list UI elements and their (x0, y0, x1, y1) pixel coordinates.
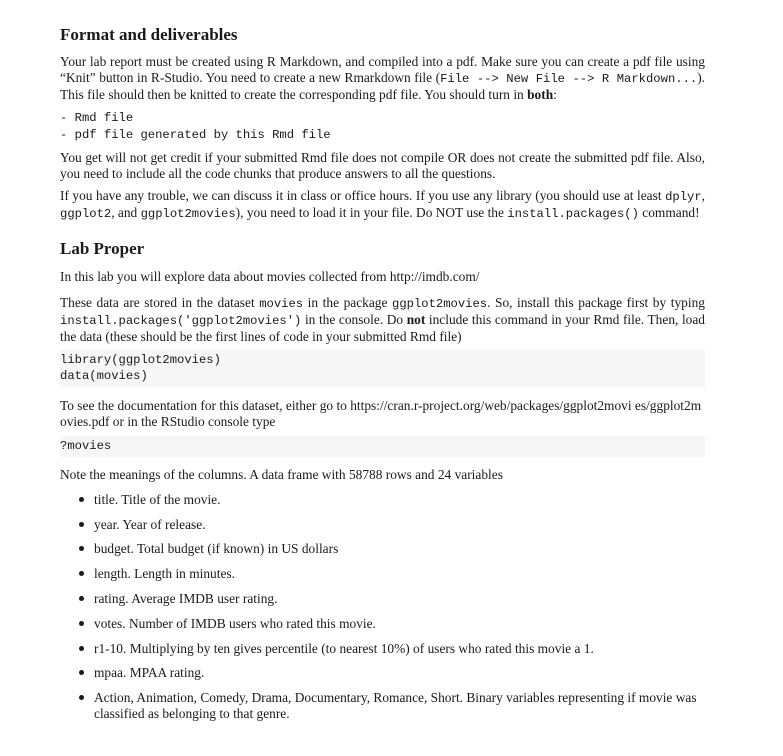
list-item-text: length. Length in minutes. (94, 566, 235, 582)
list-item (60, 591, 705, 607)
code-ggplot2: ggplot2 (60, 207, 112, 222)
library-paragraph (60, 188, 705, 222)
code-install-packages: install.packages() (507, 207, 639, 222)
list-item-text: budget. Total budget (if known) in US dollars (94, 541, 339, 557)
list-item (60, 641, 705, 657)
list-item-text: votes. Number of IMDB users who rated this movie. (94, 615, 376, 631)
bullet-icon (79, 621, 84, 626)
list-item-text: title. Title of the movie. (94, 491, 221, 507)
code-ggplot2movies: ggplot2movies (392, 296, 488, 311)
list-item-text: Action, Animation, Comedy, Drama, Documentary, Romance, Short. Binary variables representing if movie was classified as belonging to that genre. (94, 690, 697, 722)
list-item-text: r1-10. Multiplying by ten gives percentile (to nearest 10%) of users who rated this movie a 1. (94, 640, 594, 656)
heading-format-deliverables: Format and deliverables (60, 25, 238, 44)
text-span: . So, install this package first by typing (487, 294, 705, 310)
bullet-icon (79, 695, 84, 700)
columns-intro-paragraph: Note the meanings of the columns. A data frame with 58788 rows and 24 variables (60, 466, 503, 482)
credit-paragraph: You get will not get credit if your submitted Rmd file does not compile OR does not create the submitted pdf file. Also, you need to include all the code chunks that produce answers to all the questions. (60, 149, 705, 181)
deliverable-item: - pdf file generated by this Rmd file (60, 127, 331, 142)
heading-lab-proper: Lab Proper (60, 239, 145, 259)
bullet-icon (79, 497, 84, 502)
intro-paragraph (60, 54, 705, 104)
text-span: These data are stored in the dataset (60, 294, 260, 310)
list-item-text: year. Year of release. (94, 516, 206, 532)
bold-both: both (527, 87, 554, 103)
documentation-paragraph: To see the documentation for this dataset, either go to https://cran.r-project.org/web/packages/ggplot2movi es/ggplot2movies.pdf or in the RStudio console type (60, 398, 702, 430)
bullet-icon (79, 522, 84, 527)
text-span: , and (111, 205, 141, 221)
bullet-icon (79, 670, 84, 675)
text-span: : (553, 87, 557, 103)
deliverable-item: - Rmd file (60, 110, 134, 125)
list-item (60, 517, 705, 533)
bullet-icon (79, 546, 84, 551)
text-span: in the package (303, 294, 393, 310)
code-block-help: ?movies (60, 436, 705, 457)
text-span: Your lab report must be created using R Markdown, and compiled into a pdf. Make sure you can create a pdf file using “Knit” button in R-Studio. You need to create a new Rmarkdown file ( (60, 54, 705, 86)
text-span: in the console. Do (301, 311, 407, 327)
bullet-icon (79, 596, 84, 601)
code-block-load-data: library(ggplot2movies) data(movies) (60, 350, 705, 387)
code-install-command: install.packages('ggplot2movies') (60, 313, 302, 328)
lab-intro-paragraph: In this lab you will explore data about movies collected from http://imdb.com/ (60, 269, 480, 285)
text-span: , (701, 188, 705, 204)
document-content (60, 24, 705, 731)
code-movies: movies (259, 296, 304, 311)
list-item (60, 690, 705, 722)
list-item (60, 541, 705, 557)
dataset-paragraph (60, 295, 705, 346)
code-ggplot2movies: ggplot2movies (140, 207, 236, 222)
list-item-text: mpaa. MPAA rating. (94, 665, 205, 681)
text-span: If you have any trouble, we can discuss it in class or office hours. If you use any library (you should use at least (60, 188, 666, 204)
columns-list (60, 492, 705, 723)
text-span: include this command in your Rmd file. Then, load the data (these should be the first lines of code in your submitted Rmd file) (60, 311, 705, 345)
bold-not: not (406, 311, 426, 327)
list-item-text: rating. Average IMDB user rating. (94, 591, 278, 607)
code-dplyr: dplyr (665, 190, 702, 205)
list-item (60, 492, 705, 508)
list-item (60, 616, 705, 632)
list-item (60, 566, 705, 582)
text-span: ), you need to load it in your file. Do NOT use the (235, 205, 508, 221)
text-span: command! (638, 205, 700, 221)
text-span: ). This file should then be knitted to create the corresponding pdf file. You should turn in (60, 70, 706, 103)
list-item (60, 665, 705, 681)
bullet-icon (79, 571, 84, 576)
menu-path-code: File --> New File --> R Markdown... (440, 72, 698, 87)
deliverables-list (60, 110, 705, 144)
bullet-icon (79, 646, 84, 651)
